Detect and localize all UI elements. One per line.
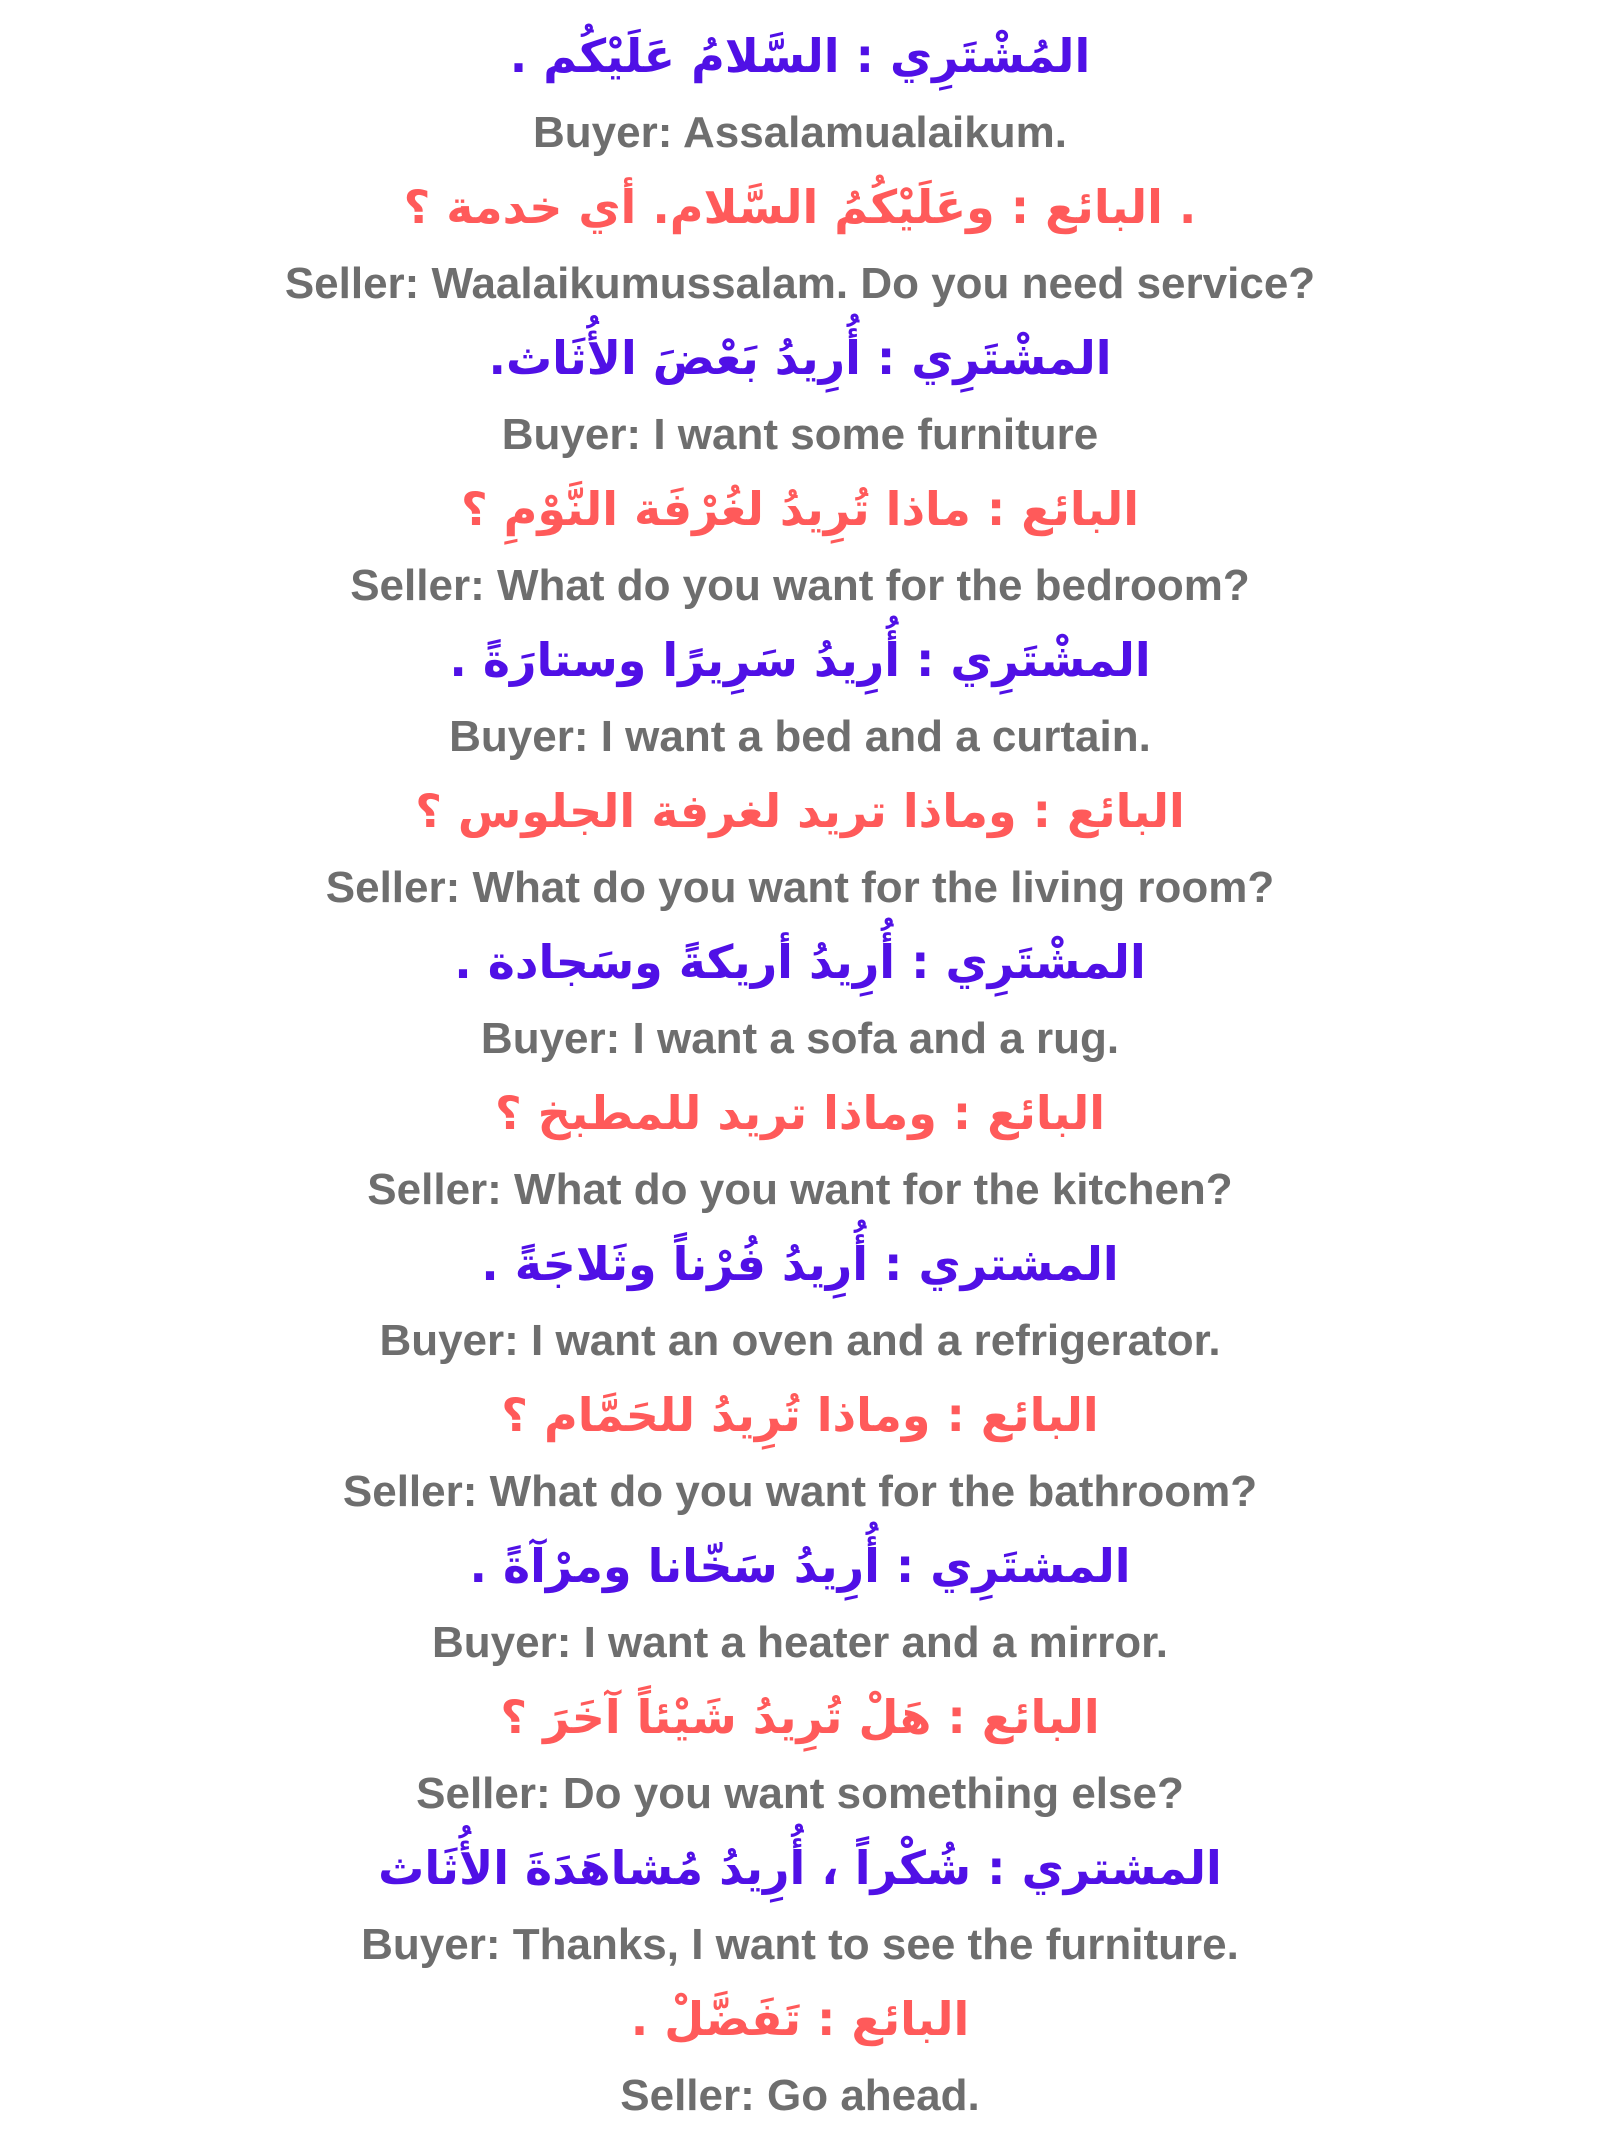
buyer-line-english: Buyer: Thanks, I want to see the furniture.	[361, 1919, 1239, 1969]
seller-line-english: Seller: What do you want for the living room?	[325, 862, 1275, 912]
seller-line-english: Seller: Waalaikumussalam. Do you need service?	[284, 258, 1316, 308]
seller-line-arabic: البائع : تَفَضَّلْ .	[630, 1992, 970, 2046]
seller-line-english: Seller: What do you want for the bedroom?	[350, 560, 1250, 610]
seller-line-english: Seller: Go ahead.	[620, 2070, 980, 2120]
buyer-line-arabic: المُشْتَرِي : السَّلامُ عَلَيْكُم .	[509, 29, 1091, 83]
buyer-line-english: Buyer: I want some furniture	[501, 409, 1099, 459]
seller-line-arabic: البائع : هَلْ تُرِيدُ شَيْئاً آخَرَ ؟	[500, 1690, 1100, 1744]
buyer-line-english: Buyer: I want a heater and a mirror.	[431, 1617, 1168, 1667]
buyer-line-arabic: المشْتَرِي : أُرِيدُ سَرِيرًا وستارَةً .	[449, 633, 1151, 687]
seller-line-arabic: . البائع : وعَلَيْكُمُ السَّلام. أي خدمة ؟	[403, 180, 1197, 234]
seller-line-arabic: البائع : وماذا تريد للمطبخ ؟	[494, 1086, 1106, 1140]
buyer-line-english: Buyer: Assalamualaikum.	[533, 107, 1067, 157]
buyer-line-arabic: المشْتَرِي : أُرِيدُ بَعْضَ الأُثَاث.	[488, 331, 1112, 385]
buyer-line-arabic: المشتَرِي : أُرِيدُ سَخّانا ومرْآةً .	[469, 1539, 1131, 1593]
buyer-line-english: Buyer: I want a bed and a curtain.	[449, 711, 1151, 761]
buyer-line-arabic: المشتري : أُرِيدُ فُرْناً وثَلاجَةً .	[481, 1237, 1119, 1291]
buyer-line-arabic: المشْتَرِي : أُرِيدُ أريكةً وسَجادة .	[454, 935, 1146, 989]
seller-line-arabic: البائع : وماذا تريد لغرفة الجلوس ؟	[415, 784, 1185, 838]
seller-line-arabic: البائع : وماذا تُرِيدُ للحَمَّام ؟	[501, 1388, 1099, 1442]
buyer-line-arabic: المشتري : شُكْراً ، أُرِيدُ مُشاهَدَةَ الأُثَاث	[378, 1841, 1222, 1895]
seller-line-arabic: البائع : ماذا تُرِيدُ لغُرْفَة النَّوْمِ ؟	[460, 482, 1140, 536]
seller-line-english: Seller: What do you want for the kitchen?	[367, 1164, 1233, 1214]
seller-line-english: Seller: What do you want for the bathroom?	[342, 1466, 1258, 1516]
seller-line-english: Seller: Do you want something else?	[416, 1768, 1184, 1818]
buyer-line-english: Buyer: I want an oven and a refrigerator.	[379, 1315, 1221, 1365]
buyer-line-english: Buyer: I want a sofa and a rug.	[480, 1013, 1120, 1063]
